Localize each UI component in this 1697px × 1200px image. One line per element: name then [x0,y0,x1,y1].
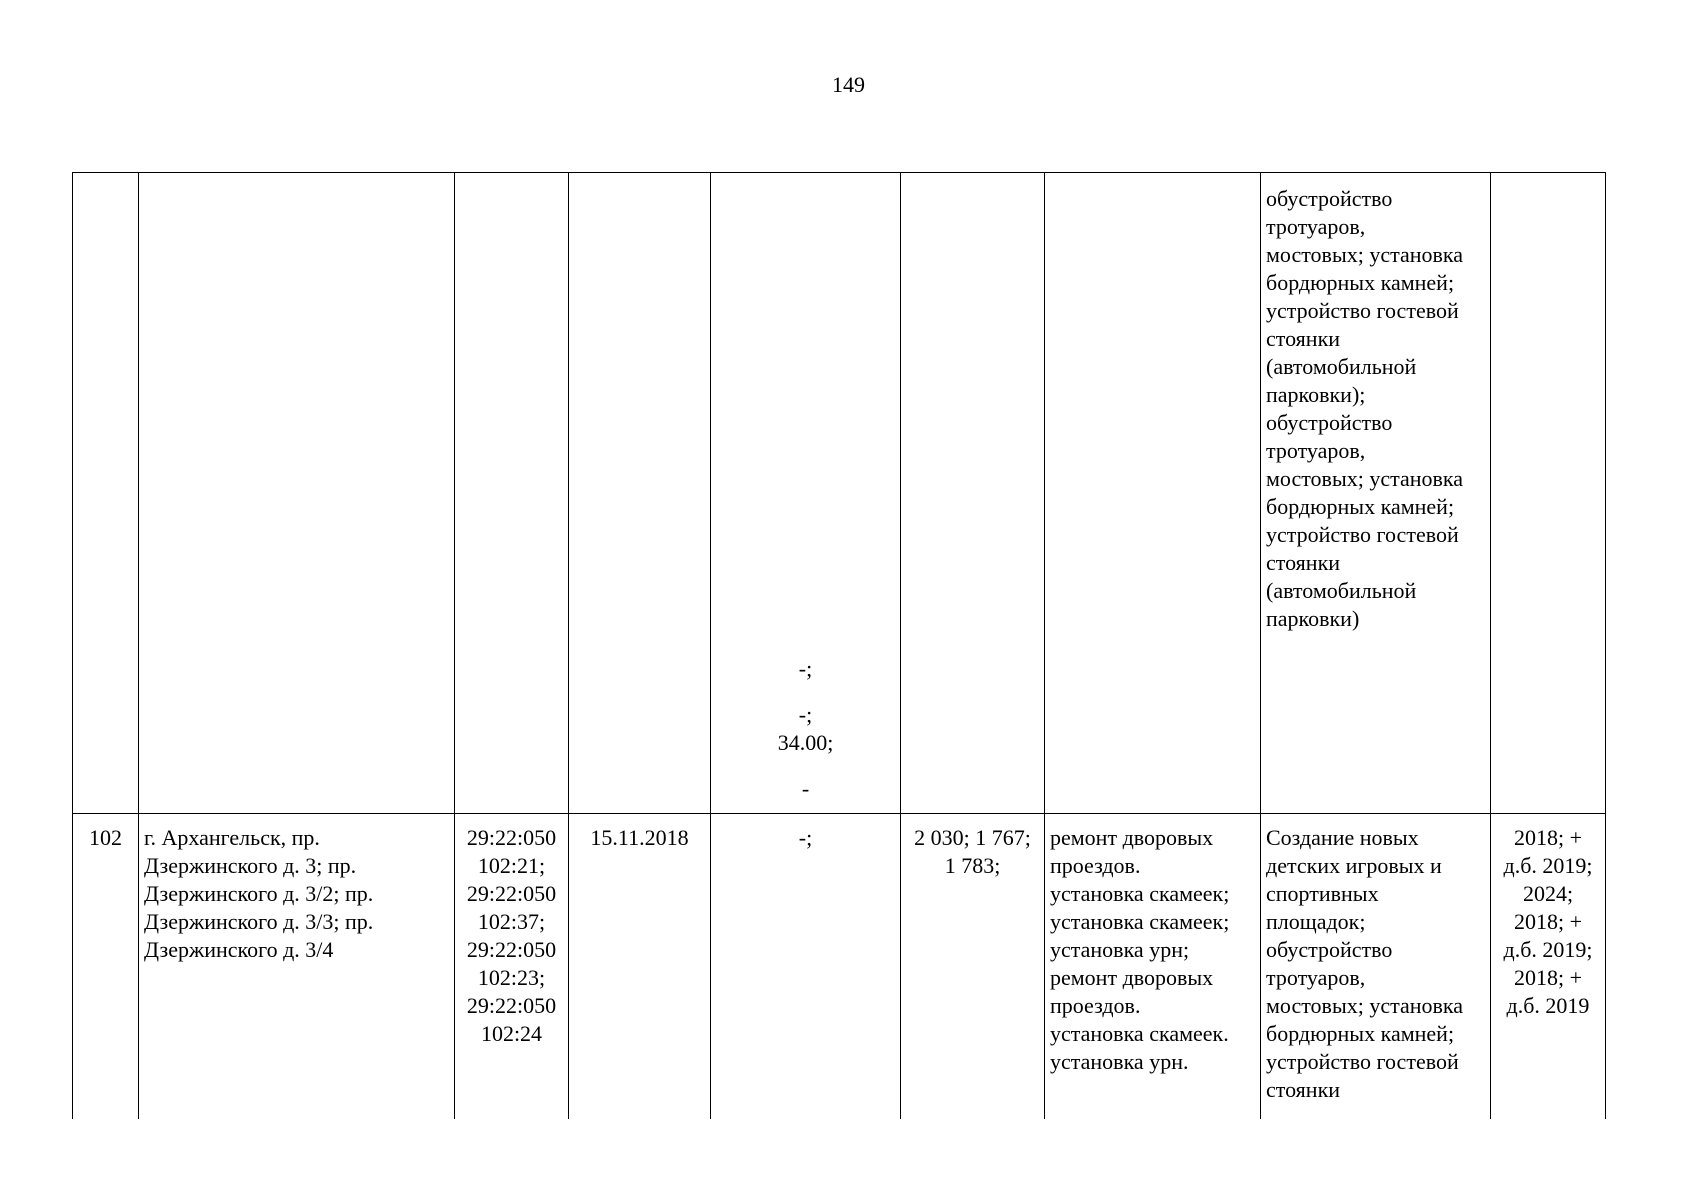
address-text: г. Архангельск, пр. Дзержинского д. 3; пр. Дзержинского д. 3/2; пр. Дзержинского д. 3/3; пр. Дзержинского д. 3/4 [144,825,374,962]
cell-cadastral [455,814,569,1119]
area-text: -; [798,825,813,850]
improvement-table [72,172,1606,1119]
years-text: 2018; + д.б. 2019; 2024; 2018; + д.б. 2019; 2018; + д.б. 2019 [1503,825,1593,1018]
row-number: 102 [89,825,122,850]
table-row-102 [73,814,1606,1119]
table-row-continued [73,173,1606,814]
works-additional-text: Создание новых детских игровых и спортивных площадок; обустройство тротуаров, мостовых; установка бордюрных камней; устройство гостевой стоянки [1266,825,1464,1102]
cell-works-minimal-continued [1045,173,1261,814]
area-line: -; [798,702,813,727]
cell-date [569,814,711,1119]
area-line: -; [798,656,813,681]
cell-number [73,814,139,1119]
cell-works-additional-continued [1261,173,1491,814]
cell-works-minimal [1045,814,1261,1119]
area-line: 34.00; [777,730,834,755]
cell-years [1491,814,1606,1119]
page-number: 149 [832,72,865,97]
works-minimal-text: ремонт дворовых проездов. установка скамеек; установка скамеек; установка урн; ремонт дворовых проездов. установка скамеек. установка урн. [1050,825,1230,1074]
cell-works-additional [1261,814,1491,1119]
cadastral-numbers: 29:22:050 102:21; 29:22:050 102:37; 29:22:050 102:23; 29:22:050 102:24 [466,825,557,1046]
cell-counts [901,814,1045,1119]
cell-area-continued [711,173,901,814]
works-additional-text: обустройство тротуаров, мостовых; установка бордюрных камней; устройство гостевой стоянки (автомобильной парковки); обустройство тротуаров, мостовых; установка бордюрных камней; устройство гостевой стоянки (автомобильной парковки) [1266,186,1464,631]
cell-cadastral-continued [455,173,569,814]
counts-text: 2 030; 1 767; 1 783; [914,825,1031,878]
date-text: 15.11.2018 [590,825,689,850]
cell-address-continued [139,173,455,814]
cell-number-continued [73,173,139,814]
area-line: - [801,776,810,801]
cell-counts-continued [901,173,1045,814]
cell-area [711,814,901,1119]
cell-years-continued [1491,173,1606,814]
cell-address [139,814,455,1119]
cell-date-continued [569,173,711,814]
